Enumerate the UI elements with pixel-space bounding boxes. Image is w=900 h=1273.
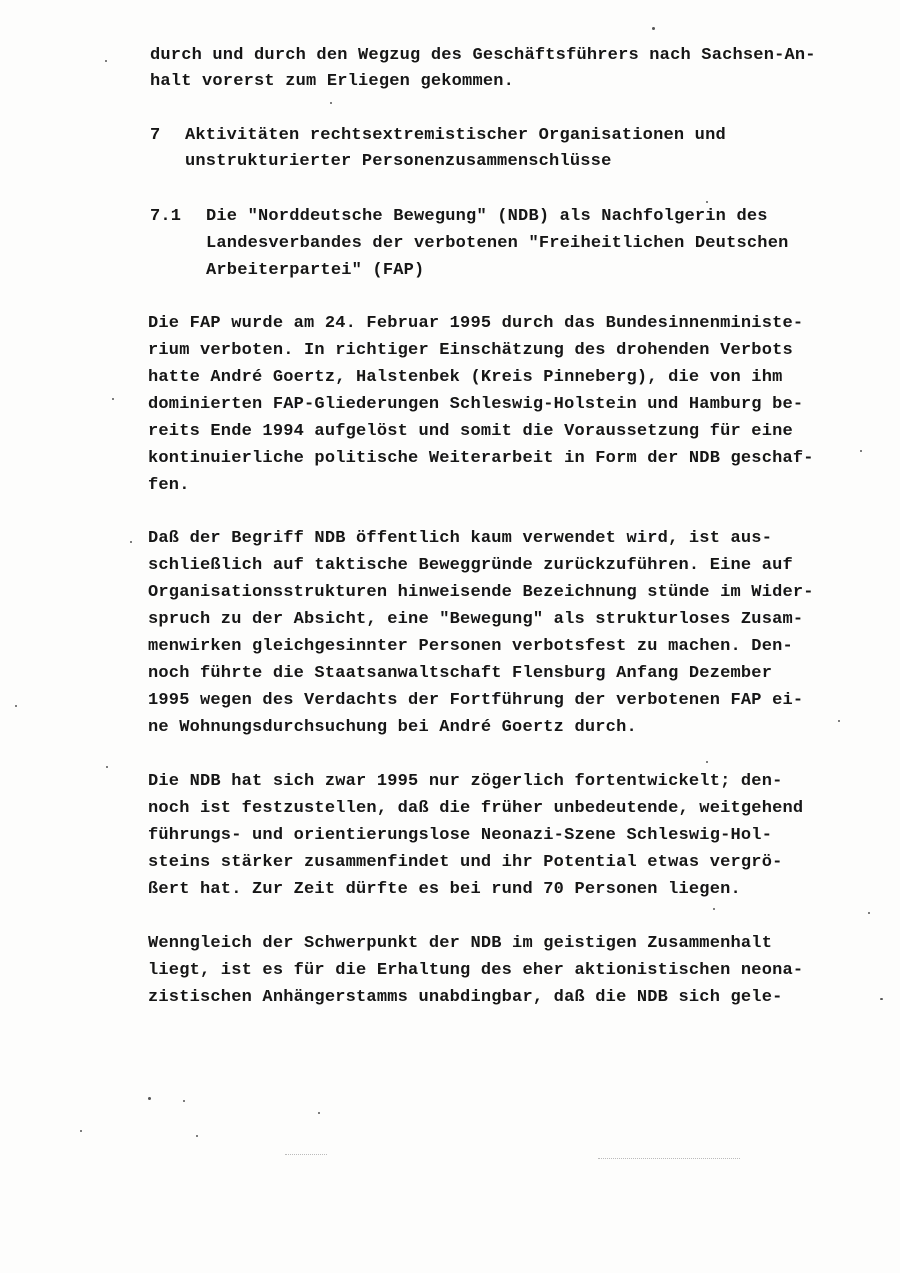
paragraph-2-line-6: noch führte die Staatsanwaltschaft Flensburg Anfang Dezember — [148, 664, 773, 683]
paragraph-4-line-3: zistischen Anhängerstamms unabdingbar, daß die NDB sich gele- — [148, 988, 783, 1007]
scan-speck — [148, 1097, 151, 1100]
section-7-title-line-1: Aktivitäten rechtsextremistischer Organisationen und — [185, 126, 726, 145]
section-7-1-title-line-1: Die "Norddeutsche Bewegung" (NDB) als Nachfolgerin des — [206, 207, 768, 226]
paragraph-2-line-2: schließlich auf taktische Beweggründe zurückzuführen. Eine auf — [148, 556, 793, 575]
scan-speck — [706, 761, 708, 763]
paragraph-3-line-2: noch ist festzustellen, daß die früher unbedeutende, weitgehend — [148, 799, 804, 818]
paragraph-2-line-7: 1995 wegen des Verdachts der Fortführung der verbotenen FAP ei- — [148, 691, 804, 710]
scan-speck — [860, 450, 862, 452]
paragraph-1-line-2: rium verboten. In richtiger Einschätzung des drohenden Verbots — [148, 341, 793, 360]
scan-speck — [196, 1135, 198, 1137]
paragraph-3-line-1: Die NDB hat sich zwar 1995 nur zögerlich fortentwickelt; den- — [148, 772, 783, 791]
scan-speck — [130, 541, 132, 543]
scan-speck — [105, 60, 107, 62]
paragraph-3-line-5: ßert hat. Zur Zeit dürfte es bei rund 70 Personen liegen. — [148, 880, 741, 899]
paragraph-2-line-1: Daß der Begriff NDB öffentlich kaum verwendet wird, ist aus- — [148, 529, 773, 548]
paragraph-3-line-3: führungs- und orientierungslose Neonazi-Szene Schleswig-Hol- — [148, 826, 773, 845]
scan-speck — [880, 998, 883, 1000]
paragraph-1-line-5: reits Ende 1994 aufgelöst und somit die Voraussetzung für eine — [148, 422, 793, 441]
paragraph-4-line-2: liegt, ist es für die Erhaltung des eher aktionistischen neona- — [148, 961, 804, 980]
paragraph-1-line-6: kontinuierliche politische Weiterarbeit in Form der NDB geschaf- — [148, 449, 814, 468]
scan-speck — [838, 720, 840, 722]
scan-speck — [652, 27, 655, 30]
scan-speck — [183, 1100, 185, 1102]
section-7-1-title-line-3: Arbeiterpartei" (FAP) — [206, 261, 425, 280]
section-7-number: 7 — [150, 126, 161, 145]
scan-speck — [80, 1130, 82, 1132]
scan-speck — [330, 102, 332, 104]
section-7-1-number: 7.1 — [150, 207, 182, 226]
scan-speck — [106, 766, 108, 768]
intro-line-1: durch und durch den Wegzug des Geschäftsführers nach Sachsen-An- — [150, 46, 816, 65]
scan-speck — [112, 398, 114, 400]
paragraph-2-line-4: spruch zu der Absicht, eine "Bewegung" als strukturloses Zusam- — [148, 610, 804, 629]
paragraph-1-line-1: Die FAP wurde am 24. Februar 1995 durch das Bundesinnenministe- — [148, 314, 804, 333]
paragraph-2-line-3: Organisationsstrukturen hinweisende Bezeichnung stünde im Wider- — [148, 583, 814, 602]
scan-speck — [318, 1112, 320, 1114]
intro-line-2: halt vorerst zum Erliegen gekommen. — [150, 72, 515, 91]
scan-artifact-line — [285, 1154, 327, 1156]
section-7-title-line-2: unstrukturierter Personenzusammenschlüsse — [185, 152, 612, 171]
paragraph-2-line-8: ne Wohnungsdurchsuchung bei André Goertz durch. — [148, 718, 637, 737]
scan-speck — [713, 908, 715, 910]
section-7-1-title-line-2: Landesverbandes der verbotenen "Freiheitlichen Deutschen — [206, 234, 789, 253]
scan-speck — [706, 201, 708, 203]
paragraph-1-line-4: dominierten FAP-Gliederungen Schleswig-Holstein und Hamburg be- — [148, 395, 804, 414]
paragraph-1-line-3: hatte André Goertz, Halstenbek (Kreis Pinneberg), die von ihm — [148, 368, 783, 387]
scan-artifact-line — [598, 1158, 740, 1160]
paragraph-3-line-4: steins stärker zusammenfindet und ihr Potential etwas vergrö- — [148, 853, 783, 872]
scan-speck — [15, 705, 17, 707]
paragraph-2-line-5: menwirken gleichgesinnter Personen verbotsfest zu machen. Den- — [148, 637, 793, 656]
paragraph-1-line-7: fen. — [148, 476, 190, 495]
scan-speck — [868, 912, 870, 914]
paragraph-4-line-1: Wenngleich der Schwerpunkt der NDB im geistigen Zusammenhalt — [148, 934, 773, 953]
